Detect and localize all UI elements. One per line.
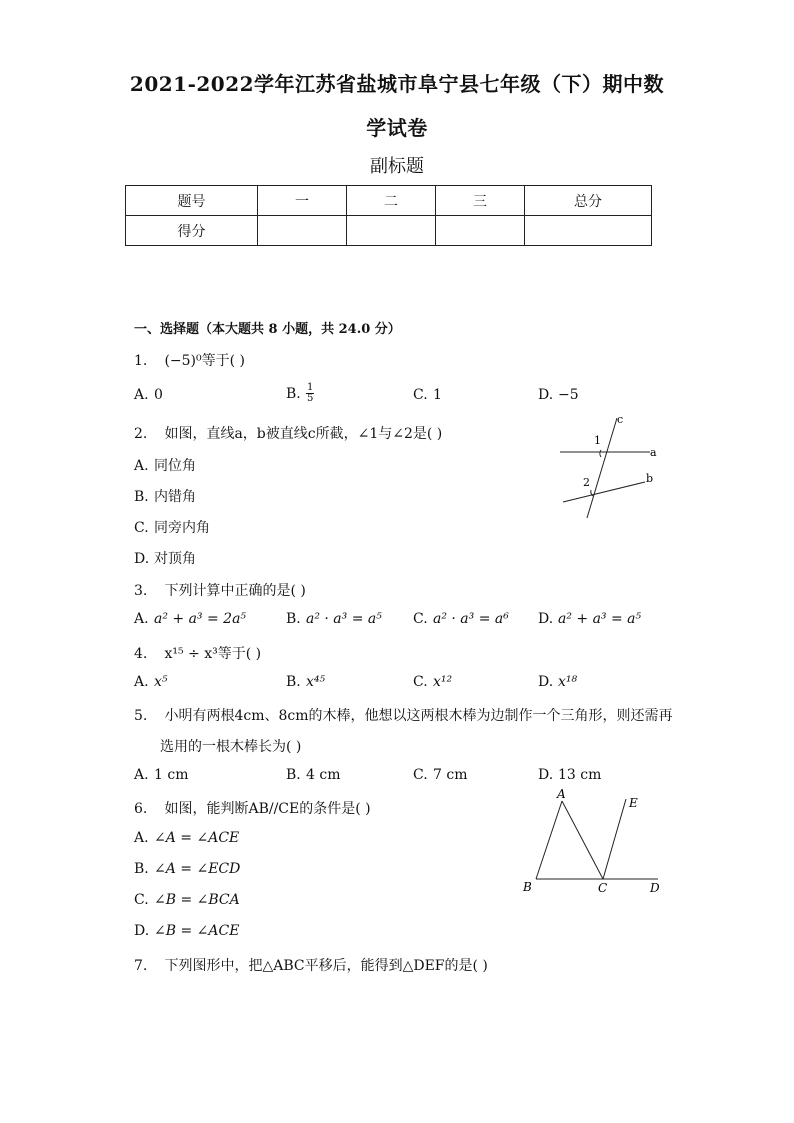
score-table — [125, 185, 652, 246]
question-number: 6. — [134, 801, 148, 817]
question-5-line2 — [160, 736, 301, 756]
option-key: D. — [134, 551, 150, 567]
triangle-figure — [520, 785, 670, 900]
option-key: C. — [134, 892, 149, 908]
option-key: D. — [134, 923, 150, 939]
option-text: ∠A = ∠ECD — [154, 861, 241, 877]
option-text: x⁴⁵ — [306, 674, 326, 690]
option-b — [286, 611, 382, 627]
question-1 — [134, 350, 245, 370]
option-text: x¹² — [433, 674, 453, 690]
option-a — [134, 674, 168, 690]
option-d — [538, 611, 641, 627]
option-c — [413, 611, 509, 627]
option-b — [286, 383, 314, 404]
score-header-cell: 题号 — [126, 186, 258, 216]
option-key: C. — [413, 767, 428, 783]
option-key: B. — [286, 767, 301, 783]
option-key: B. — [286, 611, 301, 627]
option-text: 对顶角 — [154, 551, 196, 567]
segment-ce — [603, 799, 626, 879]
option-text: ∠A = ∠ACE — [154, 830, 240, 846]
question-4 — [134, 643, 261, 663]
question-number: 3. — [134, 583, 148, 599]
option-text: 7 cm — [433, 767, 468, 783]
question-stem-line2: 选用的一根木棒长为( ) — [160, 739, 302, 755]
option-a — [134, 830, 239, 846]
option-text: x¹⁸ — [558, 674, 578, 690]
question-number: 2. — [134, 426, 148, 442]
option-key: C. — [134, 520, 149, 536]
score-cell[interactable] — [258, 216, 347, 246]
option-text: x⁵ — [154, 674, 168, 690]
option-c — [413, 674, 452, 690]
option-key: B. — [134, 861, 149, 877]
score-header-cell: 三 — [436, 186, 525, 216]
parallel-lines-figure — [555, 410, 670, 525]
option-text: 同旁内角 — [154, 520, 210, 536]
option-key: D. — [538, 767, 554, 783]
label-b: b — [646, 472, 654, 485]
option-b — [286, 767, 340, 783]
option-c — [413, 387, 442, 403]
question-stem: x¹⁵ ÷ x³等于( ) — [164, 646, 262, 662]
page-title-line2: 学试卷 — [366, 116, 428, 140]
label-E: E — [629, 796, 638, 810]
question-number: 7. — [134, 958, 148, 974]
label-angle-2: 2 — [583, 476, 590, 489]
option-text: a² · a³ = a⁶ — [433, 611, 509, 627]
score-cell[interactable] — [347, 216, 436, 246]
label-C: C — [598, 881, 608, 895]
question-stem: 下列计算中正确的是( ) — [164, 583, 306, 599]
option-key: C. — [413, 611, 428, 627]
question-7 — [134, 955, 488, 975]
score-table-header-row — [126, 186, 652, 216]
score-header-cell: 二 — [347, 186, 436, 216]
option-a — [134, 387, 163, 403]
segment-ac — [562, 801, 603, 879]
question-stem: 如图，直线a，b被直线c所截，∠1与∠2是( ) — [164, 426, 443, 442]
option-c — [413, 767, 467, 783]
question-5 — [134, 705, 673, 725]
question-stem: 如图，能判断AB//CE的条件是( ) — [164, 801, 371, 817]
option-b — [134, 486, 196, 506]
question-3 — [134, 580, 306, 600]
option-d — [538, 387, 579, 403]
option-a — [134, 611, 246, 627]
option-key: B. — [134, 489, 149, 505]
question-number: 5. — [134, 708, 148, 724]
option-text: a² · a³ = a⁵ — [306, 611, 382, 627]
fraction-numerator: 1 — [307, 382, 314, 393]
option-d — [538, 767, 601, 783]
option-text: ∠B = ∠BCA — [154, 892, 240, 908]
line-b — [563, 482, 645, 502]
option-text: 0 — [154, 387, 163, 403]
option-a — [134, 455, 196, 475]
option-b — [286, 674, 325, 690]
option-d — [134, 548, 196, 568]
option-key: B. — [286, 385, 301, 402]
score-table-score-row — [126, 216, 652, 246]
line-c — [587, 418, 617, 518]
option-text: a² + a³ = a⁵ — [558, 611, 642, 627]
label-B: B — [523, 880, 532, 894]
score-header-cell: 总分 — [525, 186, 652, 216]
option-text: 同位角 — [154, 458, 196, 474]
fraction — [306, 383, 314, 404]
question-2 — [134, 423, 442, 443]
option-key: D. — [538, 387, 554, 403]
option-key: A. — [134, 458, 149, 474]
score-row-label: 得分 — [126, 216, 258, 246]
option-b — [134, 861, 240, 877]
label-A: A — [557, 787, 566, 801]
option-key: A. — [134, 674, 149, 690]
option-d — [538, 674, 577, 690]
label-a: a — [650, 446, 657, 459]
page-subtitle: 副标题 — [370, 156, 424, 177]
option-text: 13 cm — [558, 767, 602, 783]
question-stem: (−5)⁰等于( ) — [164, 353, 246, 369]
option-c — [134, 517, 210, 537]
option-key: A. — [134, 830, 149, 846]
label-c: c — [617, 413, 624, 426]
option-key: A. — [134, 387, 149, 403]
option-text: 4 cm — [306, 767, 341, 783]
option-key: A. — [134, 611, 149, 627]
option-key: B. — [286, 674, 301, 690]
option-key: C. — [413, 674, 428, 690]
option-c — [134, 892, 240, 908]
option-key: D. — [538, 674, 554, 690]
question-stem-line1: 小明有两根4cm、8cm的木棒，他想以这两根木棒为边制作一个三角形，则还需再 — [164, 708, 673, 724]
label-D: D — [650, 881, 660, 895]
segment-ab — [536, 801, 562, 879]
option-key: A. — [134, 767, 149, 783]
option-text: 1 — [433, 387, 442, 403]
option-d — [134, 923, 239, 939]
question-number: 1. — [134, 353, 148, 369]
option-text: 1 cm — [154, 767, 189, 783]
option-text: a² + a³ = 2a⁵ — [154, 611, 247, 627]
page-title-line1: 2021-2022学年江苏省盐城市阜宁县七年级（下）期中数 — [129, 72, 665, 96]
fraction-denominator: 5 — [307, 393, 314, 404]
option-a — [134, 767, 188, 783]
option-key: C. — [413, 387, 428, 403]
label-angle-1: 1 — [594, 434, 601, 447]
question-number: 4. — [134, 646, 148, 662]
question-6 — [134, 798, 371, 818]
angle-1-arc — [600, 450, 601, 457]
question-stem: 下列图形中，把△ABC平移后，能得到△DEF的是( ) — [164, 958, 488, 974]
score-header-cell: 一 — [258, 186, 347, 216]
option-text: ∠B = ∠ACE — [154, 923, 240, 939]
section-heading: 一、选择题（本大题共 8 小题，共 24.0 分） — [134, 322, 401, 337]
score-cell[interactable] — [525, 216, 652, 246]
option-text: 内错角 — [154, 489, 196, 505]
option-key: D. — [538, 611, 554, 627]
score-cell[interactable] — [436, 216, 525, 246]
option-text: −5 — [558, 387, 579, 403]
